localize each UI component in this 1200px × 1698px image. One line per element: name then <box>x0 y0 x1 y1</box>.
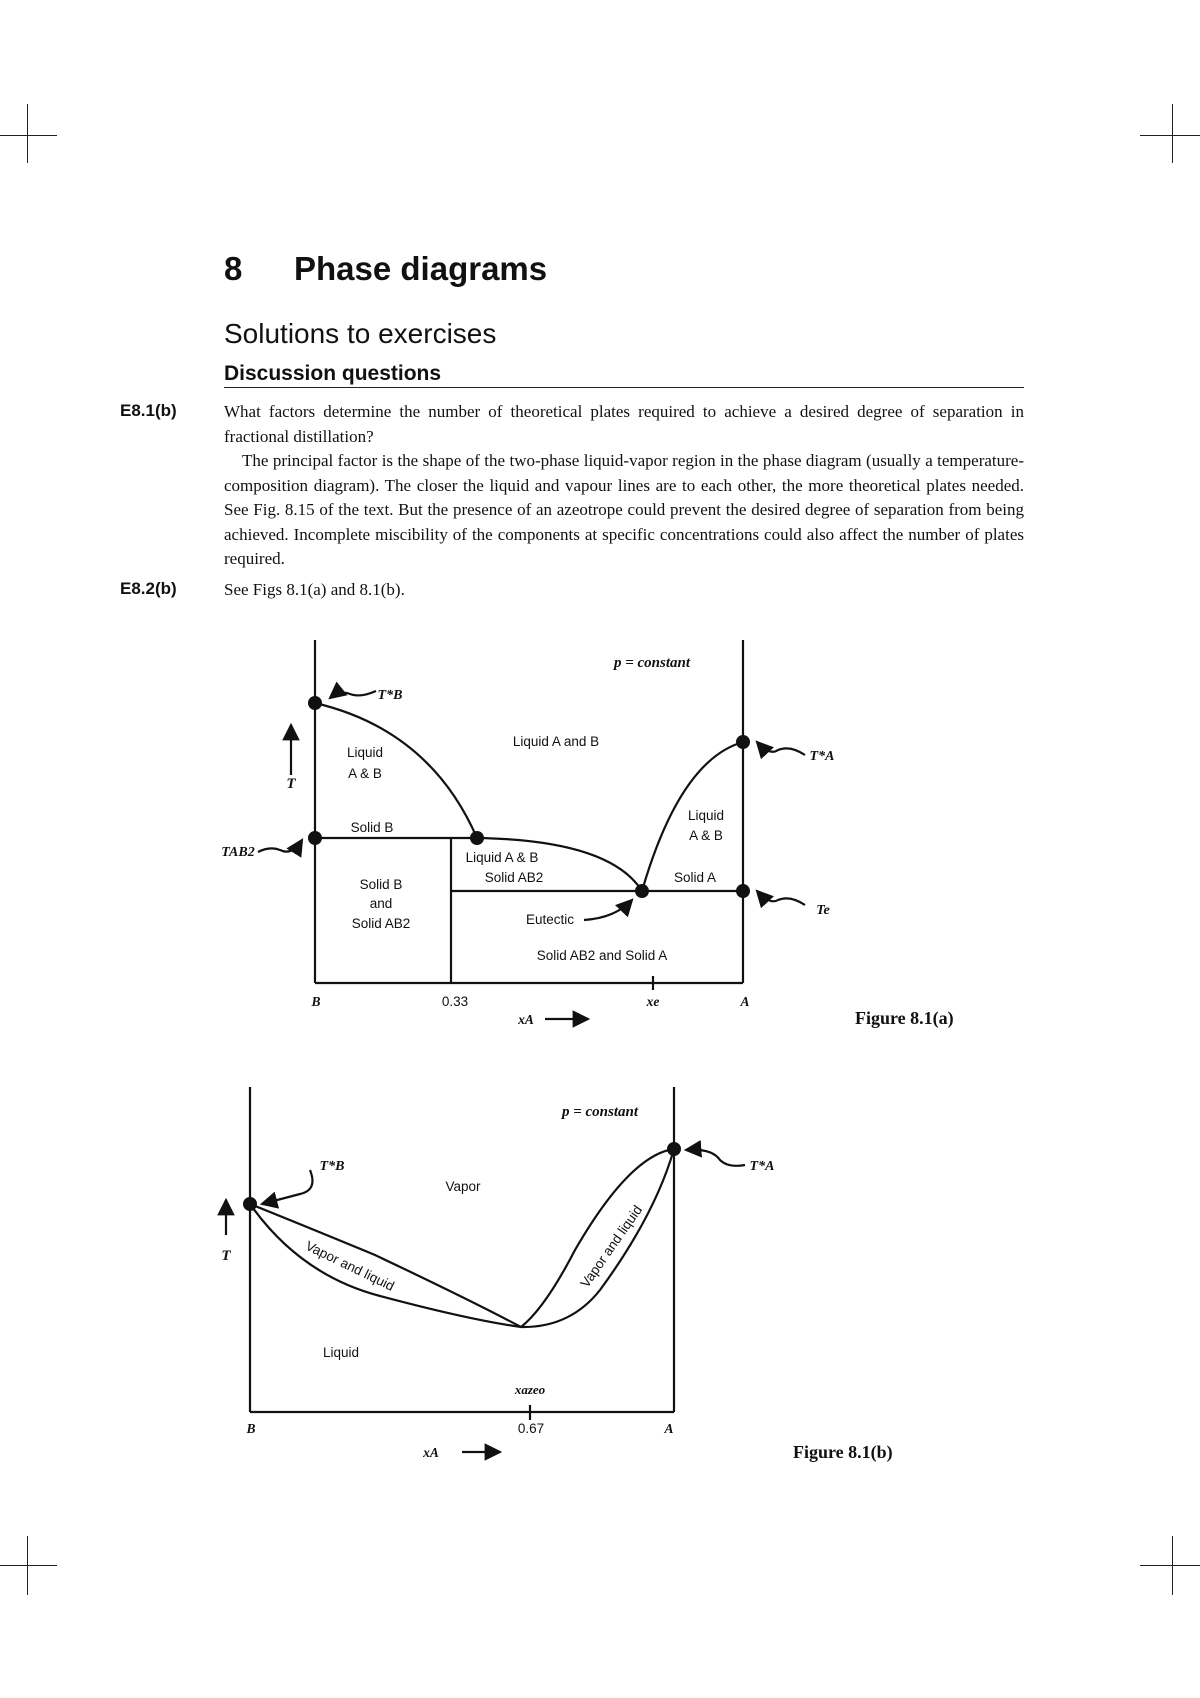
fig-a-tb-star-label: T*B <box>377 688 403 703</box>
fig-b-x-axis-label: xA <box>423 1445 439 1460</box>
fig-b-ta-star-label: T*A <box>749 1159 775 1174</box>
fig-a-pressure-label: p = constant <box>613 655 691 671</box>
exercise-answer: See Figs 8.1(a) and 8.1(b). <box>224 580 405 599</box>
fig-a-region-solid-b: Solid B <box>350 820 394 835</box>
fig-a-region-liquid-top: Liquid A and B <box>512 734 600 749</box>
fig-b-region-vapor: Vapor <box>445 1179 481 1194</box>
fig-b-tick-a: A <box>664 1421 674 1436</box>
fig-a-region-eutectic: Eutectic <box>525 912 575 927</box>
section-title: Solutions to exercises <box>224 318 497 349</box>
chapter-title: Phase diagrams <box>294 250 548 287</box>
fig-a-te-label: Te <box>816 903 830 918</box>
fig-a-region-liquid-mid-2: Solid AB2 <box>484 870 544 885</box>
fig-a-tab2-label: TAB2 <box>221 845 255 860</box>
fig-a-region-solid-b-and-3: Solid AB2 <box>351 916 411 931</box>
fig-a-ta-star-label: T*A <box>809 749 835 764</box>
fig-a-x-axis-label: xA <box>518 1012 534 1027</box>
exercise-label-e8-1b: E8.1(b) <box>120 401 177 420</box>
fig-b-point-ta <box>667 1142 681 1156</box>
exercise-question: What factors determine the number of theoretical plates required to achieve a desired degree of separation in fractional distillation? <box>224 402 1024 446</box>
fig-b-azeo-label: xazeo <box>514 1382 546 1397</box>
figure-8-1a-caption: Figure 8.1(a) <box>855 1008 954 1028</box>
fig-a-tick-033: 0.33 <box>441 994 469 1009</box>
fig-b-bubble-left <box>250 1204 521 1327</box>
fig-a-region-liquid-left-1: Liquid <box>346 745 384 760</box>
fig-b-arrow-ta <box>686 1150 745 1166</box>
fig-b-t-axis-label: T <box>221 1248 231 1264</box>
fig-b-point-tb <box>243 1197 257 1211</box>
fig-a-region-solid-b-and-2: and <box>369 896 393 911</box>
fig-a-tick-xe: xe <box>646 994 660 1009</box>
fig-a-region-solid-a: Solid A <box>673 870 717 885</box>
fig-b-tick-b: B <box>246 1421 256 1436</box>
fig-b-tb-star-label: T*B <box>319 1159 345 1174</box>
chapter-number: 8 <box>224 250 243 287</box>
fig-a-tick-a: A <box>740 994 750 1009</box>
fig-a-region-solid-b-and-1: Solid B <box>359 877 403 892</box>
fig-b-region-vapor-liquid-right: Vapor and liquid <box>577 1202 646 1291</box>
figure-8-1b-caption: Figure 8.1(b) <box>793 1442 893 1462</box>
fig-a-region-liquid-right-1: Liquid <box>687 808 725 823</box>
fig-b-arrow-tb <box>262 1170 312 1204</box>
subsection-title: Discussion questions <box>224 362 442 385</box>
fig-b-dew-left <box>250 1204 521 1327</box>
fig-a-region-liquid-mid-1: Liquid A & B <box>465 850 539 865</box>
fig-a-tick-b: B <box>311 994 321 1009</box>
fig-b-pressure-label: p = constant <box>561 1104 639 1120</box>
exercise-answer: The principal factor is the shape of the two-phase liquid-vapor region in the phase diagram (usually a temperature-composition diagram). The closer the liquid and vapour lines are to each other, the more theoretical plates needed. See Fig. 8.15 of the text. But the presence of an azeotrope could prevent the desired degree of separation from being achieved. Incomplete miscibility of the components at specific concentrations could also affect the number of plates required. <box>224 451 1024 568</box>
fig-b-tick-067: 0.67 <box>517 1421 545 1436</box>
fig-a-t-axis-label: T <box>286 776 296 792</box>
fig-b-dew-right <box>521 1149 674 1327</box>
fig-a-region-liquid-right-2: A & B <box>689 828 723 843</box>
fig-a-region-solid-ab2-a: Solid AB2 and Solid A <box>536 948 668 963</box>
fig-b-region-liquid: Liquid <box>322 1345 360 1360</box>
exercise-label-e8-2b: E8.2(b) <box>120 579 177 598</box>
fig-a-region-liquid-left-2: A & B <box>348 766 382 781</box>
fig-b-region-vapor-liquid-left: Vapor and liquid <box>303 1238 397 1294</box>
